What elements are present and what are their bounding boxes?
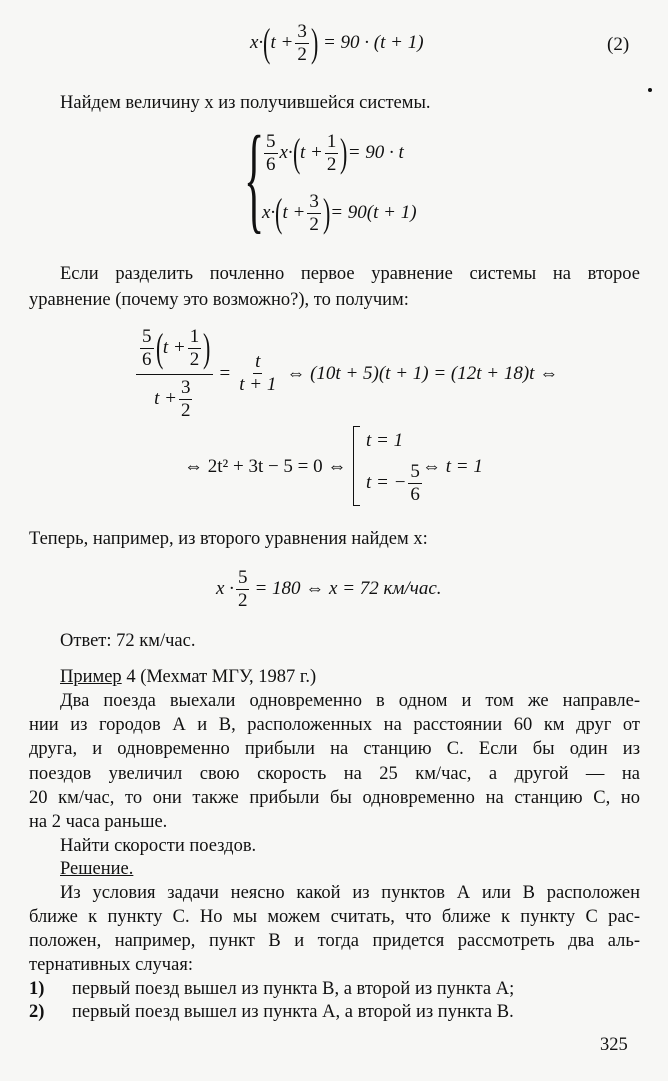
problem-line-3: друга, и одновременно прибыли на станцию С. Если бы один из <box>29 739 640 759</box>
system-eq1: $\frac{5}{6}$ x·(t + $\frac{1}{2}$ )= 90 · t <box>266 130 404 176</box>
divide-line-1: Если разделить почленно первое уравнение системы на второе <box>60 264 640 284</box>
solution-line-4: тернативных случая: <box>29 955 193 975</box>
problem-line-6: на 2 часа раньше. <box>29 812 168 832</box>
example-heading: Пример 4 (Мехмат МГУ, 1987 г.) <box>60 667 317 687</box>
quadratic-result: ⇔ t = 1 <box>422 456 483 477</box>
solution-heading: Решение. <box>60 859 134 879</box>
problem-line-4: поездов увеличил свою скорость на 25 км/час, а другой — на <box>29 764 640 784</box>
cases-bracket <box>353 426 360 506</box>
solution-line-1: Из условия задачи неясно какой из пунктов А или В расположен <box>60 883 640 903</box>
eq2-right: = 90 · (t + 1) <box>322 31 424 53</box>
solution-line-3: положен, например, пункт В и тогда придется рассмотреть два аль- <box>29 931 640 951</box>
big-fraction: $\frac{5}{6}$ (t + $\frac{1}{2}$ ) t + $\frac{3}{2}$ <box>136 327 213 421</box>
case-2-number: 2) <box>29 1002 45 1022</box>
problem-line-1: Два поезда выехали одновременно в одном и том же направле- <box>60 691 640 711</box>
eq2-inner: t + <box>270 31 294 53</box>
quadratic-equation: ⇔ 2t² + 3t − 5 = 0 ⇔ <box>184 456 347 477</box>
equation-2: x·(t + $\frac{3}{2}$ ) = 90 · (t + 1) <box>250 20 424 66</box>
find-x-text: Найдем величину x из получившейся системы. <box>60 93 431 113</box>
case-1-number: 1) <box>29 979 45 999</box>
page-number: 325 <box>600 1035 628 1055</box>
margin-dot <box>648 88 652 92</box>
solution-line-2: ближе к пункту С. Но мы можем считать, что ближе к пункту С рас- <box>29 907 640 927</box>
system-eq2: x·(t + $\frac{3}{2}$ )= 90(t + 1) <box>262 190 417 236</box>
eq2-fraction: $\frac{3}{2}$ <box>297 21 307 65</box>
case-t-minus: t = − $\frac{5}{6}$ <box>366 461 420 505</box>
divide-line-2: уравнение (почему это возможно?), то получим: <box>29 290 409 310</box>
equation-label: (2) <box>607 34 630 55</box>
problem-line-5: 20 км/час, то они также прибыли бы одновременно на станцию С, но <box>29 788 640 808</box>
now-text: Теперь, например, из второго уравнения найдем x: <box>29 529 428 549</box>
answer-text: Ответ: 72 км/час. <box>60 631 196 651</box>
problem-line-2: нии из городов А и В, расположенных на расстоянии 60 км друг от <box>29 715 640 735</box>
case-2-text: первый поезд вышел из пункта А, а второй из пункта В. <box>72 1002 514 1022</box>
task-text: Найти скорости поездов. <box>60 836 257 856</box>
x-equation: x · $\frac{5}{2}$ = 180 ⇔ x = 72 км/час. <box>216 567 442 611</box>
case-t-1: t = 1 <box>366 430 404 451</box>
division-equation: $\frac{5}{6}$ (t + $\frac{1}{2}$ ) t + $\frac{3}{2}$ = $\frac{t}{t + 1}$ ⇔ (10t + 5)(t + 1) = (12t + 18)t ⇔ <box>134 327 558 421</box>
eq2-left: x· <box>250 31 264 53</box>
case-1-text: первый поезд вышел из пункта В, а второй из пункта А; <box>72 979 515 999</box>
system-brace: { <box>244 111 265 244</box>
